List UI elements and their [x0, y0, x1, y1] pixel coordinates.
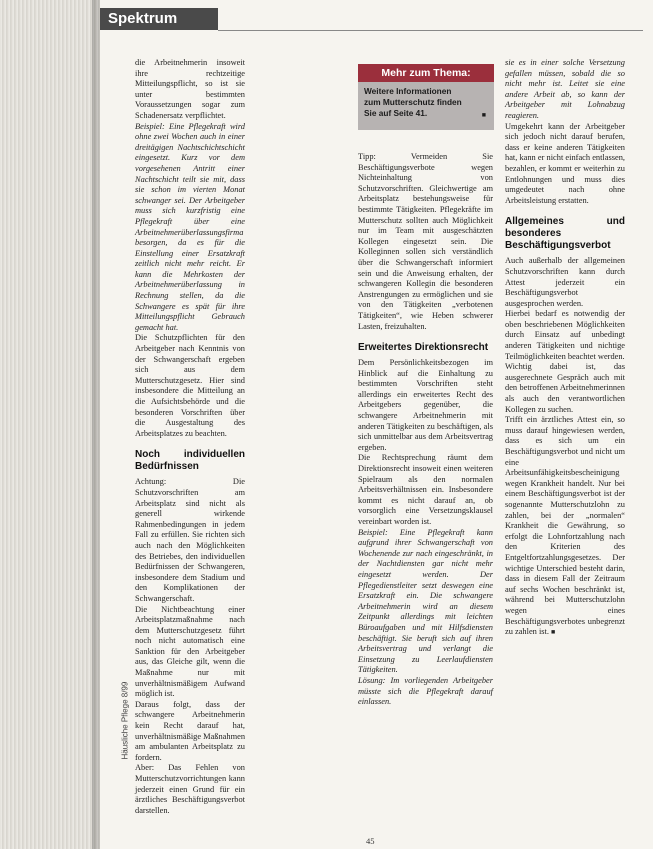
paragraph: Dem Persönlichkeitsbezogen im Hinblick auf die Einhaltung zu bestimmten Vorschriften steht allerdings ein erweitertes Recht des Arbeitgebers gegenüber, die schwangere Arbeitnehmerin mit anderen Tätigkeiten zu beschäftigen, als sich unmittelbar aus dem Arbeitsvertrag ergeben.: [358, 358, 493, 452]
paragraph: Hierbei bedarf es notwendig der oben beschriebenen Möglichkeiten durch Einsatz auf unbedingt anderen Tätigkeiten und nichtige Teilmöglichkeiten beachtet werden.: [505, 309, 625, 361]
paragraph: Die Nichtbeachtung einer Arbeitsplatzmaßnahme nach dem Mutterschutzgesetz führt noch nicht automatisch eine Sanktion für den Arbeitgeber aus, das Gleiche gilt, wenn die Maßnahme nur mit unverhältnismäßigem Aufwand möglich ist.: [135, 604, 245, 699]
text-column-left: [135, 58, 246, 815]
subheading: Noch individuellen Bedürfnissen: [135, 449, 245, 473]
end-square-icon: ■: [551, 628, 556, 637]
paragraph: sie es in einer solche Versetzung gefallen müssen, sobald die so nicht mehr ist. Leitet sie eine andere Arbeit ab, so kann der Arbeitgeber mit Lohnabzug reagieren.: [505, 58, 625, 120]
paragraph: Tipp: Vermeiden Sie Beschäftigungsverbote wegen Nichteinhaltung von Schutzvorschriften. Gleichwertige am Arbeitsplatz bestehungsweise für bestimmte Tätigkeiten. Pflegekräfte im Mutterschutz sollten auch Möglichkeit nur im Team mit ausgeschätzten Kollegen eingesetzt sein. Die Kolleginnen sollen sich verständlich über die Schwangerschaft informiert sein und die Anweisung erhalten, der schwangeren Kollegin die besonderen Anstrengungen zu ermöglichen und sie von den Tätigkeiten „verbotenen Tätigkeiten“, wie Heben schwerer Lasten, freizuhalten.: [358, 152, 493, 331]
publication-label: Häusliche Pflege 8/99: [120, 681, 130, 760]
text-column-middle: [358, 152, 493, 814]
side-label: [108, 610, 138, 770]
paragraph: Die Schutzpflichten für den Arbeitgeber nach Kenntnis von der Schwangerschaft ergeben sich aus dem Mutterschutzgesetz. Hier sind insbesondere die Mitteilung an die Aufsichtsbehörde und die besonderen Vorschriften über die Ausgestaltung des Arbeitsplatzes zu beachten.: [135, 333, 245, 438]
info-box-line: zum Mutterschutz finden: [364, 97, 462, 107]
info-box-body: [358, 82, 494, 123]
subheading: Erweitertes Direktionsrecht: [358, 342, 489, 354]
example-paragraph: Beispiel: Eine Pflegekraft kann aufgrund ihrer Schwangerschaft von Wochenende zur nach eingeschränkt, in der Nachtdiensten gar nicht mehr eingesetzt werden. Der Pflegedienstleiter setzt deswegen eine Ersatzkraft ein. Die schwangere Arbeitnehmerin wird an diesem Zeitpunkt allerdings mit leichten Büroaufgaben und mit Hilfsdiensten beschäftigt. Sie beruft sich auf ihren Arbeitsvertrag und verlangt die Einsetzung zu Leerlaufdiensten Tätigkeiten.: [358, 527, 493, 675]
info-box-title: Mehr zum Thema:: [358, 64, 494, 82]
solution-paragraph: Lösung: Im vorliegenden Arbeitgeber müsste sich die Pflegekraft darauf einlassen.: [358, 675, 493, 707]
paragraph: Daraus folgt, dass der schwangere Arbeitnehmerin kein Recht darauf hat, unverhältnismäßige Maßnahmen am ambulanten Arbeitsplatz zu fordern.: [135, 699, 246, 762]
text-column-right: [505, 58, 625, 637]
paragraph: Aber: Das Fehlen von Mutterschutzvorrichtungen kann jederzeit einen Grund für ein ärztliches Beschäftigungsverbot darstellen.: [135, 763, 245, 815]
example-paragraph: Beispiel: Eine Pflegekraft wird ohne zwei Wochen auch in einer dreitägigen Nachtschichtschicht eingesetzt. Kurz vor dem vorgesehenen Antritt einer Nachtschicht teilt sie mit, dass sie schon im vierten Monat schwanger sei. Der Arbeitgeber muss sich kurzfristig eine Pflegekraft über eine Arbeitnehmerüberlassungsfirma besorgen, da es für die Einstellung einer Ersatzkraft zeitlich nicht mehr reicht. Er kann die Mehrkosten der Arbeitnehmerüberlassung in Rechnung stellen, da die Schwangere es spät für ihre Mitteilungspflicht Gebrauch gemacht hat.: [135, 121, 245, 332]
paragraph: Auch außerhalb der allgemeinen Schutzvorschriften kann durch Attest jederzeit ein Beschäftigungsverbot ausgesprochen werden.: [505, 256, 625, 308]
paragraph: Achtung: Die Schutzvorschriften am Arbeitsplatz sind nicht als generell wirkende Rahmenbedingungen in jedem Fall zu erfüllen. Sie richten sich auch nach den Möglichkeiten des Betriebes, den individuellen Bedürfnissen der Schwangeren, insbesondere dem Stadium und den Komplikationen der Schwangerschaft.: [135, 477, 245, 603]
paragraph: Wichtig dabei ist, das ausgerechnete Gespräch auch mit den betroffenen Arbeitnehmerinnen als auch den verantwortlichen Kollegen zu suchen.: [505, 362, 625, 414]
info-box-line: Sie auf Seite 41.: [364, 108, 428, 118]
paragraph-text: Trifft ein ärztliches Attest ein, so muss darauf hingewiesen werden, dass es sich um ein Beschäftigungsverbot und nicht um eine Arbeitsunfähigkeitsbescheinigung wegen Krankheit handelt. Nur bei einem Beschäftigungsverbot ist der sogenannte Mutterschutzlohn zu zahlen, bei der „normalen“ Krankheit die Gewährung, so erfolgt die Lohnfortzahlung nach den Kriterien des Entgeltfortzahlungsgesetzes. Der wichtige Unterschied besteht darin, dass in diesem Fall der Zeitraum auf sechs Wochen beschränkt ist, während bei Mutterschutzlohn wegen eines Beschäftigungsverbotes unbegrenzt zu zahlen ist.: [505, 415, 625, 637]
section-header: Spektrum: [100, 8, 218, 30]
end-square-icon: ■: [481, 112, 486, 119]
info-box-line: Weitere Informationen: [364, 86, 452, 96]
paragraph: [505, 415, 625, 637]
paragraph: die Arbeitnehmerin insoweit ihre rechtzeitige Mitteilungspflicht, so ist sie unter bestimmten Voraussetzungen sogar zum Schadenersatz verpflichtet.: [135, 58, 245, 120]
info-box: [358, 64, 494, 130]
page-stack-edge: [0, 0, 100, 849]
paragraph: Die Rechtsprechung räumt dem Direktionsrecht insoweit einen weiteren Spielraum als den normalen Arbeitsverhältnissen ein. Insbesondere kommt es nicht darauf an, ob vorsorglich eine Versetzungsklausel vereinbart worden ist.: [358, 453, 493, 526]
subheading: Allgemeines und besonderes Beschäftigungsverbot: [505, 216, 625, 252]
header-rule: [218, 30, 643, 31]
page-number: 45: [366, 836, 375, 846]
paragraph: Umgekehrt kann der Arbeitgeber sich jedoch nicht darauf berufen, dass er keine anderen Tätigkeiten hat, kann er nicht einfach entlassen, bezahlen, er kommt er weiterhin zu Entlohnungen und muss dies umgedeutet nach ohne Arbeitsleistung erstatten.: [505, 121, 625, 205]
